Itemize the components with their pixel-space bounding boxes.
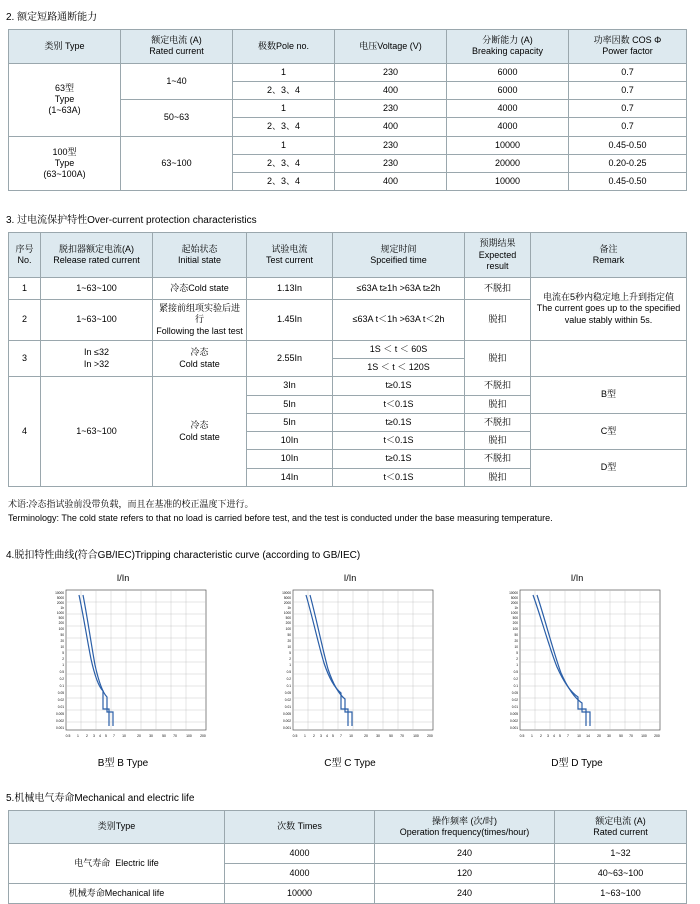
cell-times: 10000	[225, 884, 375, 904]
cell-specified-time: t≥0.1S	[333, 450, 465, 468]
table-header-row	[9, 30, 687, 64]
cell-specified-time: t≥0.1S	[333, 377, 465, 395]
cell-test-current: 1.45In	[247, 300, 333, 341]
cell-test-current: 10In	[247, 432, 333, 450]
cell-pf: 0.7	[569, 81, 687, 99]
cell-pf: 0.45-0.50	[569, 136, 687, 154]
svg-text:1: 1	[61, 662, 64, 667]
col-breaking-capacity: 分断能力 (A) Breaking capacity	[447, 30, 569, 64]
cell-frequency: 240	[375, 884, 555, 904]
col-test-current: 试验电流 Test current	[247, 233, 333, 278]
svg-text:5: 5	[558, 733, 561, 738]
svg-text:0.5: 0.5	[292, 733, 297, 738]
table-header-row	[9, 233, 687, 278]
table-row	[9, 136, 687, 154]
svg-text:1000: 1000	[510, 610, 518, 615]
svg-text:0.05: 0.05	[57, 690, 64, 695]
svg-text:0.005: 0.005	[509, 711, 518, 716]
svg-text:0.001: 0.001	[282, 725, 291, 730]
svg-text:500: 500	[285, 615, 291, 620]
svg-text:20: 20	[59, 638, 64, 643]
tripping-curves	[0, 573, 700, 769]
svg-text:2000: 2000	[283, 600, 291, 605]
svg-text:30: 30	[148, 733, 153, 738]
cell-specified-time: t＜0.1S	[333, 395, 465, 413]
svg-text:0.5: 0.5	[65, 733, 70, 738]
section-4-title: 4.脱扣特性曲线(符合GB/IEC)Tripping characteristic curve (according to GB/IEC)	[6, 549, 361, 561]
svg-text:7: 7	[566, 733, 569, 738]
cell-frequency: 120	[375, 864, 555, 884]
note-cn: 术语:冷态指试验前没带负载，而且在基准的校正温度下进行。	[8, 498, 254, 509]
svg-text:100: 100	[58, 626, 64, 631]
col-expected-result: 预期结果 Expected result	[465, 233, 531, 278]
svg-text:1000: 1000	[283, 610, 291, 615]
cell-no: 2	[9, 300, 41, 341]
section-2-title: 2. 额定短路通断能力	[6, 12, 98, 23]
svg-text:50: 50	[388, 733, 393, 738]
svg-text:70: 70	[628, 733, 633, 738]
svg-text:30: 30	[606, 733, 611, 738]
svg-text:100: 100	[640, 733, 647, 738]
cell-rated-current: In ≤32 In >32	[41, 340, 153, 377]
cell-specified-time: t＜0.1S	[333, 468, 465, 486]
cell-capacity: 20000	[447, 154, 569, 172]
cell-current-1-40: 1~40	[121, 63, 233, 100]
svg-text:10: 10	[121, 733, 126, 738]
svg-text:20: 20	[363, 733, 368, 738]
cell-capacity: 4000	[447, 118, 569, 136]
cell-expected-result: 脱扣	[465, 340, 531, 377]
table-header-row	[9, 810, 687, 844]
chart-b-type	[21, 573, 226, 769]
svg-text:5000: 5000	[283, 595, 291, 600]
cell-current-63-100: 63~100	[121, 136, 233, 191]
svg-text:50: 50	[59, 632, 64, 637]
cell-pole: 2、3、4	[233, 118, 335, 136]
cell-voltage: 400	[335, 173, 447, 191]
svg-text:0.2: 0.2	[286, 676, 291, 681]
svg-text:200: 200	[58, 620, 64, 625]
svg-text:0.005: 0.005	[282, 711, 291, 716]
svg-text:50: 50	[286, 632, 291, 637]
svg-text:100: 100	[512, 626, 518, 631]
cell-initial-state: 冷态 Cold state	[153, 340, 247, 377]
svg-text:0.5: 0.5	[59, 669, 64, 674]
svg-text:30: 30	[375, 733, 380, 738]
svg-text:2000: 2000	[510, 600, 518, 605]
cell-specified-time: ≤63A t＜1h >63A t＜2h	[333, 300, 465, 341]
cell-remark: 电流在5秒内稳定地上升到指定值 The current goes up to the specified value stably within 5s.	[531, 278, 687, 341]
cell-times: 4000	[225, 864, 375, 884]
cell-pf: 0.7	[569, 63, 687, 81]
svg-text:1: 1	[515, 662, 518, 667]
chart-d-caption: D型 D Type	[551, 757, 603, 769]
svg-text:0.01: 0.01	[57, 704, 64, 709]
svg-text:5: 5	[61, 650, 64, 655]
svg-text:50: 50	[513, 632, 518, 637]
cell-no: 1	[9, 278, 41, 300]
cell-test-current: 1.13In	[247, 278, 333, 300]
svg-text:1: 1	[288, 662, 291, 667]
table-row	[9, 340, 687, 358]
cell-pole: 1	[233, 136, 335, 154]
cell-rated-current: 1~63~100	[555, 884, 687, 904]
section-3-title: 3. 过电流保护特性Over-current protection characteristics	[6, 215, 257, 227]
svg-text:3: 3	[92, 733, 95, 738]
cell-test-current: 5In	[247, 413, 333, 431]
svg-text:1h: 1h	[286, 605, 291, 610]
svg-text:0.002: 0.002	[509, 718, 518, 723]
svg-text:20: 20	[513, 638, 518, 643]
breaking-capacity-table	[8, 29, 687, 191]
section-5-title: 5.机械电气寿命Mechanical and electric life	[6, 792, 195, 804]
svg-text:5: 5	[104, 733, 107, 738]
cell-capacity: 6000	[447, 81, 569, 99]
table-row	[9, 884, 687, 904]
cell-mechanical-life: 机械寿命Mechanical life	[9, 884, 225, 904]
cell-type-63: 63型 Type (1~63A)	[9, 63, 121, 136]
svg-text:100: 100	[185, 733, 192, 738]
svg-text:500: 500	[512, 615, 518, 620]
cell-specified-time: 1S ＜ t ＜ 60S	[333, 340, 465, 358]
col-times: 次数 Times	[225, 810, 375, 844]
svg-text:1h: 1h	[59, 605, 64, 610]
cell-remark	[531, 340, 687, 377]
table-row	[9, 278, 687, 300]
svg-text:4: 4	[98, 733, 101, 738]
chart-b-axis-label: I/In	[116, 572, 130, 583]
cell-test-current: 3In	[247, 377, 333, 395]
svg-text:0.001: 0.001	[509, 725, 518, 730]
cell-remark: B型	[531, 377, 687, 414]
cell-remark: D型	[531, 450, 687, 487]
table-row	[9, 63, 687, 81]
svg-text:0.05: 0.05	[511, 690, 518, 695]
col-power-factor: 功率因数 COS Φ Power factor	[569, 30, 687, 64]
cell-initial-state: 冷态Cold state	[153, 278, 247, 300]
cell-test-current: 10In	[247, 450, 333, 468]
cell-voltage: 400	[335, 81, 447, 99]
svg-text:5000: 5000	[510, 595, 518, 600]
svg-text:1000: 1000	[56, 610, 64, 615]
svg-text:0.1: 0.1	[59, 683, 64, 688]
svg-text:10000: 10000	[508, 590, 518, 595]
cell-pf: 0.7	[569, 100, 687, 118]
cell-rated-current: 1~63~100	[41, 300, 153, 341]
cell-expected-result: 脱扣	[465, 300, 531, 341]
svg-text:2000: 2000	[56, 600, 64, 605]
svg-text:50: 50	[161, 733, 166, 738]
svg-text:0.05: 0.05	[284, 690, 291, 695]
col-rated-current: 额定电流 (A) Rated current	[555, 810, 687, 844]
svg-text:10000: 10000	[54, 590, 64, 595]
chart-d-type	[475, 573, 680, 769]
cell-pole: 2、3、4	[233, 81, 335, 99]
cell-no: 4	[9, 377, 41, 487]
cell-voltage: 400	[335, 118, 447, 136]
cell-pf: 0.7	[569, 118, 687, 136]
svg-text:5: 5	[288, 650, 291, 655]
cell-voltage: 230	[335, 136, 447, 154]
svg-text:2: 2	[61, 656, 64, 661]
cell-times: 4000	[225, 844, 375, 864]
cell-expected-result: 不脱扣	[465, 278, 531, 300]
overcurrent-protection-table	[8, 232, 687, 487]
svg-text:200: 200	[199, 733, 206, 738]
svg-text:10: 10	[576, 733, 581, 738]
col-voltage: 电压Voltage (V)	[335, 30, 447, 64]
cell-pole: 1	[233, 63, 335, 81]
svg-text:2: 2	[312, 733, 315, 738]
cell-expected-result: 脱扣	[465, 395, 531, 413]
table-row	[9, 377, 687, 395]
svg-text:0.2: 0.2	[59, 676, 64, 681]
note-en: Terminology: The cold state refers to that no load is carried before test, and the test is conducted under the base measuring temperature.	[8, 513, 553, 524]
svg-text:200: 200	[512, 620, 518, 625]
cell-pf: 0.20-0.25	[569, 154, 687, 172]
chart-d-svg	[475, 585, 680, 750]
cell-specified-time: 1S ＜ t ＜ 120S	[333, 359, 465, 377]
svg-text:0.002: 0.002	[282, 718, 291, 723]
svg-text:10: 10	[59, 644, 64, 649]
col-pole-no: 极数Pole no.	[233, 30, 335, 64]
cell-voltage: 230	[335, 100, 447, 118]
svg-text:100: 100	[285, 626, 291, 631]
svg-text:500: 500	[58, 615, 64, 620]
cell-capacity: 10000	[447, 173, 569, 191]
cell-initial-state: 冷态 Cold state	[153, 377, 247, 487]
svg-text:2: 2	[515, 656, 518, 661]
col-remark: 备注 Remark	[531, 233, 687, 278]
svg-text:2: 2	[539, 733, 542, 738]
cell-frequency: 240	[375, 844, 555, 864]
svg-text:5000: 5000	[56, 595, 64, 600]
svg-text:0.01: 0.01	[284, 704, 291, 709]
cell-specified-time: t＜0.1S	[333, 432, 465, 450]
svg-text:2: 2	[288, 656, 291, 661]
chart-c-axis-label: I/In	[343, 572, 357, 583]
svg-text:200: 200	[653, 733, 660, 738]
svg-text:4: 4	[325, 733, 328, 738]
cell-expected-result: 脱扣	[465, 432, 531, 450]
cell-rated-current: 1~63~100	[41, 377, 153, 487]
svg-text:20: 20	[286, 638, 291, 643]
cell-pole: 2、3、4	[233, 154, 335, 172]
svg-text:7: 7	[339, 733, 342, 738]
svg-text:0.5: 0.5	[519, 733, 524, 738]
life-table	[8, 810, 687, 904]
cell-capacity: 10000	[447, 136, 569, 154]
svg-text:1h: 1h	[513, 605, 518, 610]
svg-text:14: 14	[585, 733, 590, 738]
cell-rated-current: 1~32	[555, 844, 687, 864]
cell-capacity: 4000	[447, 100, 569, 118]
cell-pf: 0.45-0.50	[569, 173, 687, 191]
cell-test-current: 2.55In	[247, 340, 333, 377]
svg-text:70: 70	[399, 733, 404, 738]
cell-expected-result: 不脱扣	[465, 450, 531, 468]
cell-expected-result: 不脱扣	[465, 377, 531, 395]
svg-text:0.1: 0.1	[513, 683, 518, 688]
chart-c-caption: C型 C Type	[324, 757, 376, 769]
svg-text:10: 10	[348, 733, 353, 738]
svg-text:1: 1	[76, 733, 79, 738]
col-rated-current: 额定电流 (A) Rated current	[121, 30, 233, 64]
svg-text:200: 200	[285, 620, 291, 625]
chart-c-svg	[248, 585, 453, 750]
svg-text:100: 100	[412, 733, 419, 738]
cell-specified-time: t≥0.1S	[333, 413, 465, 431]
svg-text:0.002: 0.002	[55, 718, 64, 723]
cell-electric-life: 电气寿命 Electric life	[9, 844, 225, 884]
svg-text:20: 20	[596, 733, 601, 738]
cell-rated-current: 1~63~100	[41, 278, 153, 300]
svg-text:50: 50	[618, 733, 623, 738]
col-no: 序号 No.	[9, 233, 41, 278]
svg-text:3: 3	[319, 733, 322, 738]
svg-text:0.1: 0.1	[286, 683, 291, 688]
svg-text:0.2: 0.2	[513, 676, 518, 681]
cell-test-current: 14In	[247, 468, 333, 486]
svg-text:4: 4	[552, 733, 555, 738]
cell-pole: 1	[233, 100, 335, 118]
svg-text:0.5: 0.5	[513, 669, 518, 674]
col-operation-frequency: 操作频率 (次/时) Operation frequency(times/hour)	[375, 810, 555, 844]
svg-text:1: 1	[530, 733, 533, 738]
terminology-note	[8, 497, 700, 526]
svg-text:70: 70	[172, 733, 177, 738]
chart-c-type	[248, 573, 453, 769]
svg-text:0.005: 0.005	[55, 711, 64, 716]
cell-pole: 2、3、4	[233, 173, 335, 191]
col-type: 类别 Type	[9, 30, 121, 64]
cell-current-50-63: 50~63	[121, 100, 233, 137]
svg-text:0.001: 0.001	[55, 725, 64, 730]
cell-expected-result: 不脱扣	[465, 413, 531, 431]
svg-text:7: 7	[112, 733, 115, 738]
cell-no: 3	[9, 340, 41, 377]
col-specified-time: 规定时间 Spceified time	[333, 233, 465, 278]
cell-specified-time: ≤63A t≥1h >63A t≥2h	[333, 278, 465, 300]
svg-text:5: 5	[331, 733, 334, 738]
cell-expected-result: 脱扣	[465, 468, 531, 486]
cell-rated-current: 40~63~100	[555, 864, 687, 884]
chart-d-axis-label: I/In	[570, 572, 584, 583]
cell-capacity: 6000	[447, 63, 569, 81]
svg-text:10: 10	[286, 644, 291, 649]
chart-b-caption: B型 B Type	[97, 757, 149, 769]
cell-remark: C型	[531, 413, 687, 450]
svg-text:0.02: 0.02	[284, 697, 291, 702]
svg-text:5: 5	[515, 650, 518, 655]
cell-test-current: 5In	[247, 395, 333, 413]
cell-voltage: 230	[335, 63, 447, 81]
svg-text:200: 200	[426, 733, 433, 738]
cell-type-100: 100型 Type (63~100A)	[9, 136, 121, 191]
col-release-rated-current: 脱扣器额定电流(A) Release rated current	[41, 233, 153, 278]
cell-initial-state: 紧接前组项实验后进行 Following the last test	[153, 300, 247, 341]
svg-text:3: 3	[546, 733, 549, 738]
svg-text:0.01: 0.01	[511, 704, 518, 709]
col-life-type: 类别Type	[9, 810, 225, 844]
table-row	[9, 844, 687, 864]
svg-text:10000: 10000	[281, 590, 291, 595]
svg-text:10: 10	[513, 644, 518, 649]
chart-b-svg	[21, 585, 226, 750]
svg-text:1: 1	[303, 733, 306, 738]
cell-voltage: 230	[335, 154, 447, 172]
svg-text:0.02: 0.02	[511, 697, 518, 702]
svg-text:0.5: 0.5	[286, 669, 291, 674]
svg-text:2: 2	[85, 733, 88, 738]
col-initial-state: 起始状态 Initial state	[153, 233, 247, 278]
svg-text:0.02: 0.02	[57, 697, 64, 702]
svg-text:20: 20	[136, 733, 141, 738]
